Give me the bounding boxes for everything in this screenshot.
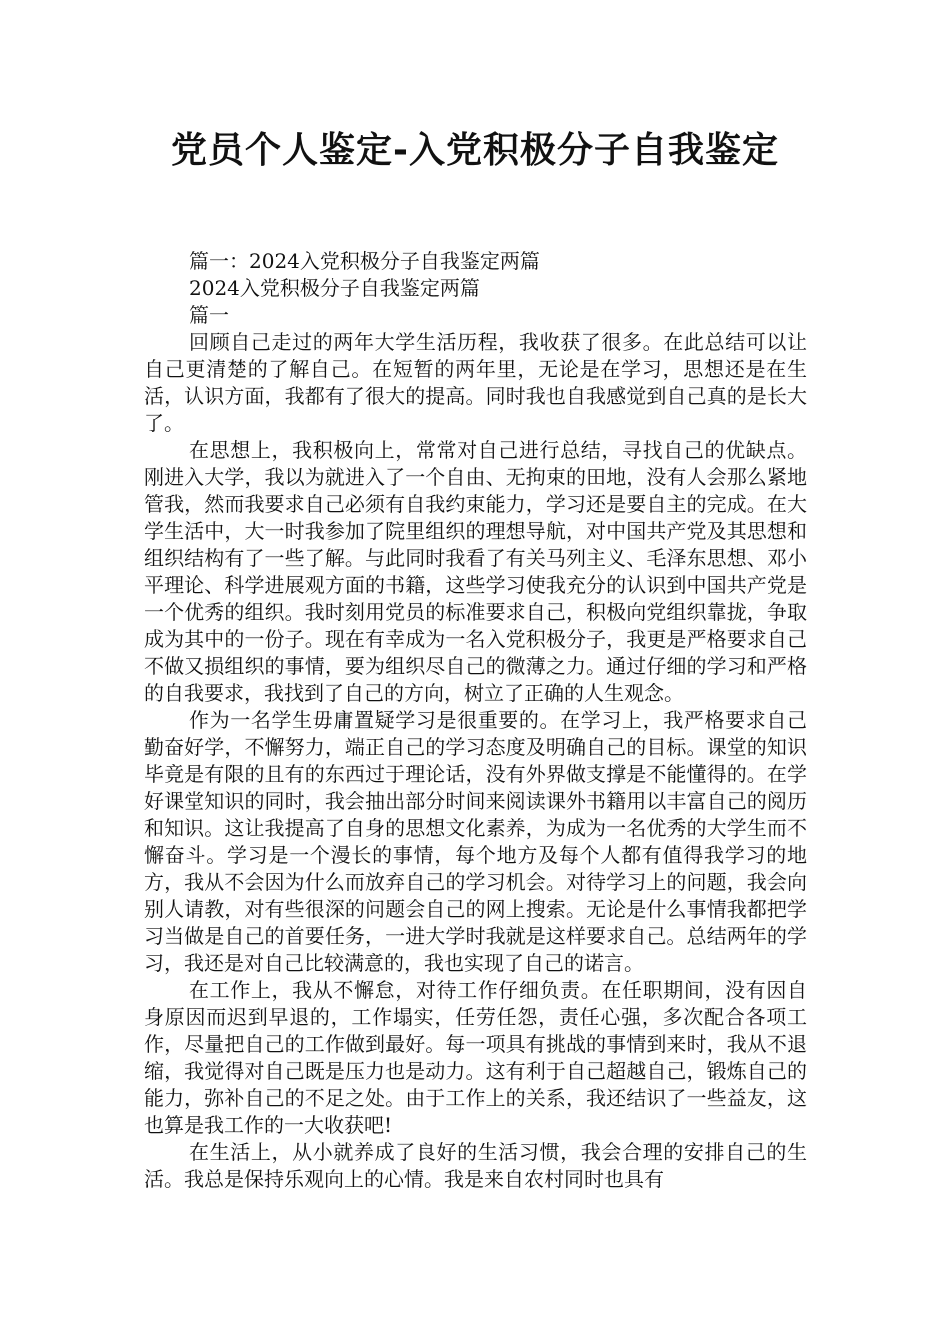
paragraph-life: 在生活上，从小就养成了良好的生活习惯，我会合理的安排自己的生活。我总是保持乐观向上的心情。我是来自农村同时也具有 bbox=[144, 1140, 807, 1191]
paragraph-study: 作为一名学生毋庸置疑学习是很重要的。在学习上，我严格要求自己勤奋好学，不懈努力，端正自己的学习态度及明确自己的目标。课堂的知识毕竟是有限的且有的东西过于理论话，没有外界做支撑是不能懂得的。在学好课堂知识的同时，我会抽出部分时间来阅读课外书籍用以丰富自己的阅历和知识。这让我提高了自身的思想文化素养，为成为一名优秀的大学生而不懈奋斗。学习是一个漫长的事情，每个地方及每个人都有值得我学习的地方，我从不会因为什么而放弃自己的学习机会。对待学习上的问题，我会向别人请教，对有些很深的问题会自己的网上搜索。无论是什么事情我都把学习当做是自己的首要任务，一进大学时我就是这样要求自己。总结两年的学习，我还是对自己比较满意的，我也实现了自己的诺言。 bbox=[144, 708, 807, 975]
paragraph-thought: 在思想上，我积极向上，常常对自己进行总结，寻找自己的优缺点。刚进入大学，我以为就进入了一个自由、无拘束的田地，没有人会那么紧地管我，然而我要求自己必须有自我约束能力，学习还是要自主的完成。在大学生活中，大一时我参加了院里组织的理想导航，对中国共产党及其思想和组织结构有了一些了解。与此同时我看了有关马列主义、毛泽东思想、邓小平理论、科学进展观方面的书籍，这些学习使我充分的认识到中国共产党是一个优秀的组织。我时刻用党员的标准要求自己，积极向党组织靠拢，争取成为其中的一份子。现在有幸成为一名入党积极分子，我更是严格要求自己不做又损组织的事情，要为组织尽自己的微薄之力。通过仔细的学习和严格的自我要求，我找到了自己的方向，树立了正确的人生观念。 bbox=[144, 438, 807, 705]
paragraph-work: 在工作上，我从不懈怠，对待工作仔细负责。在任职期间，没有因自身原因而迟到早退的，工作塌实，任劳任怨，责任心强，多次配合各项工作，尽量把自己的工作做到最好。每一项具有挑战的事情到来时，我从不退缩，我觉得对自己既是压力也是动力。这有利于自己超越自己，锻炼自己的能力，弥补自己的不足之处。由于工作上的关系，我还结识了一些益友，这也算是我工作的一大收获吧! bbox=[144, 978, 807, 1137]
section-heading: 篇一：2024入党积极分子自我鉴定两篇 bbox=[189, 249, 540, 273]
paragraph-review: 回顾自己走过的两年大学生活历程，我收获了很多。在此总结可以让自己更清楚的了解自己。在短暂的两年里，无论是在学习，思想还是在生活，认识方面，我都有了很大的提高。同时我也自我感觉到自己真的是长大了。 bbox=[144, 330, 807, 435]
article-label: 篇一 bbox=[189, 303, 229, 327]
document-title: 党员个人鉴定-入党积极分子自我鉴定 bbox=[171, 130, 779, 171]
section-subheading: 2024入党积极分子自我鉴定两篇 bbox=[189, 276, 480, 300]
document-body bbox=[144, 248, 807, 1193]
